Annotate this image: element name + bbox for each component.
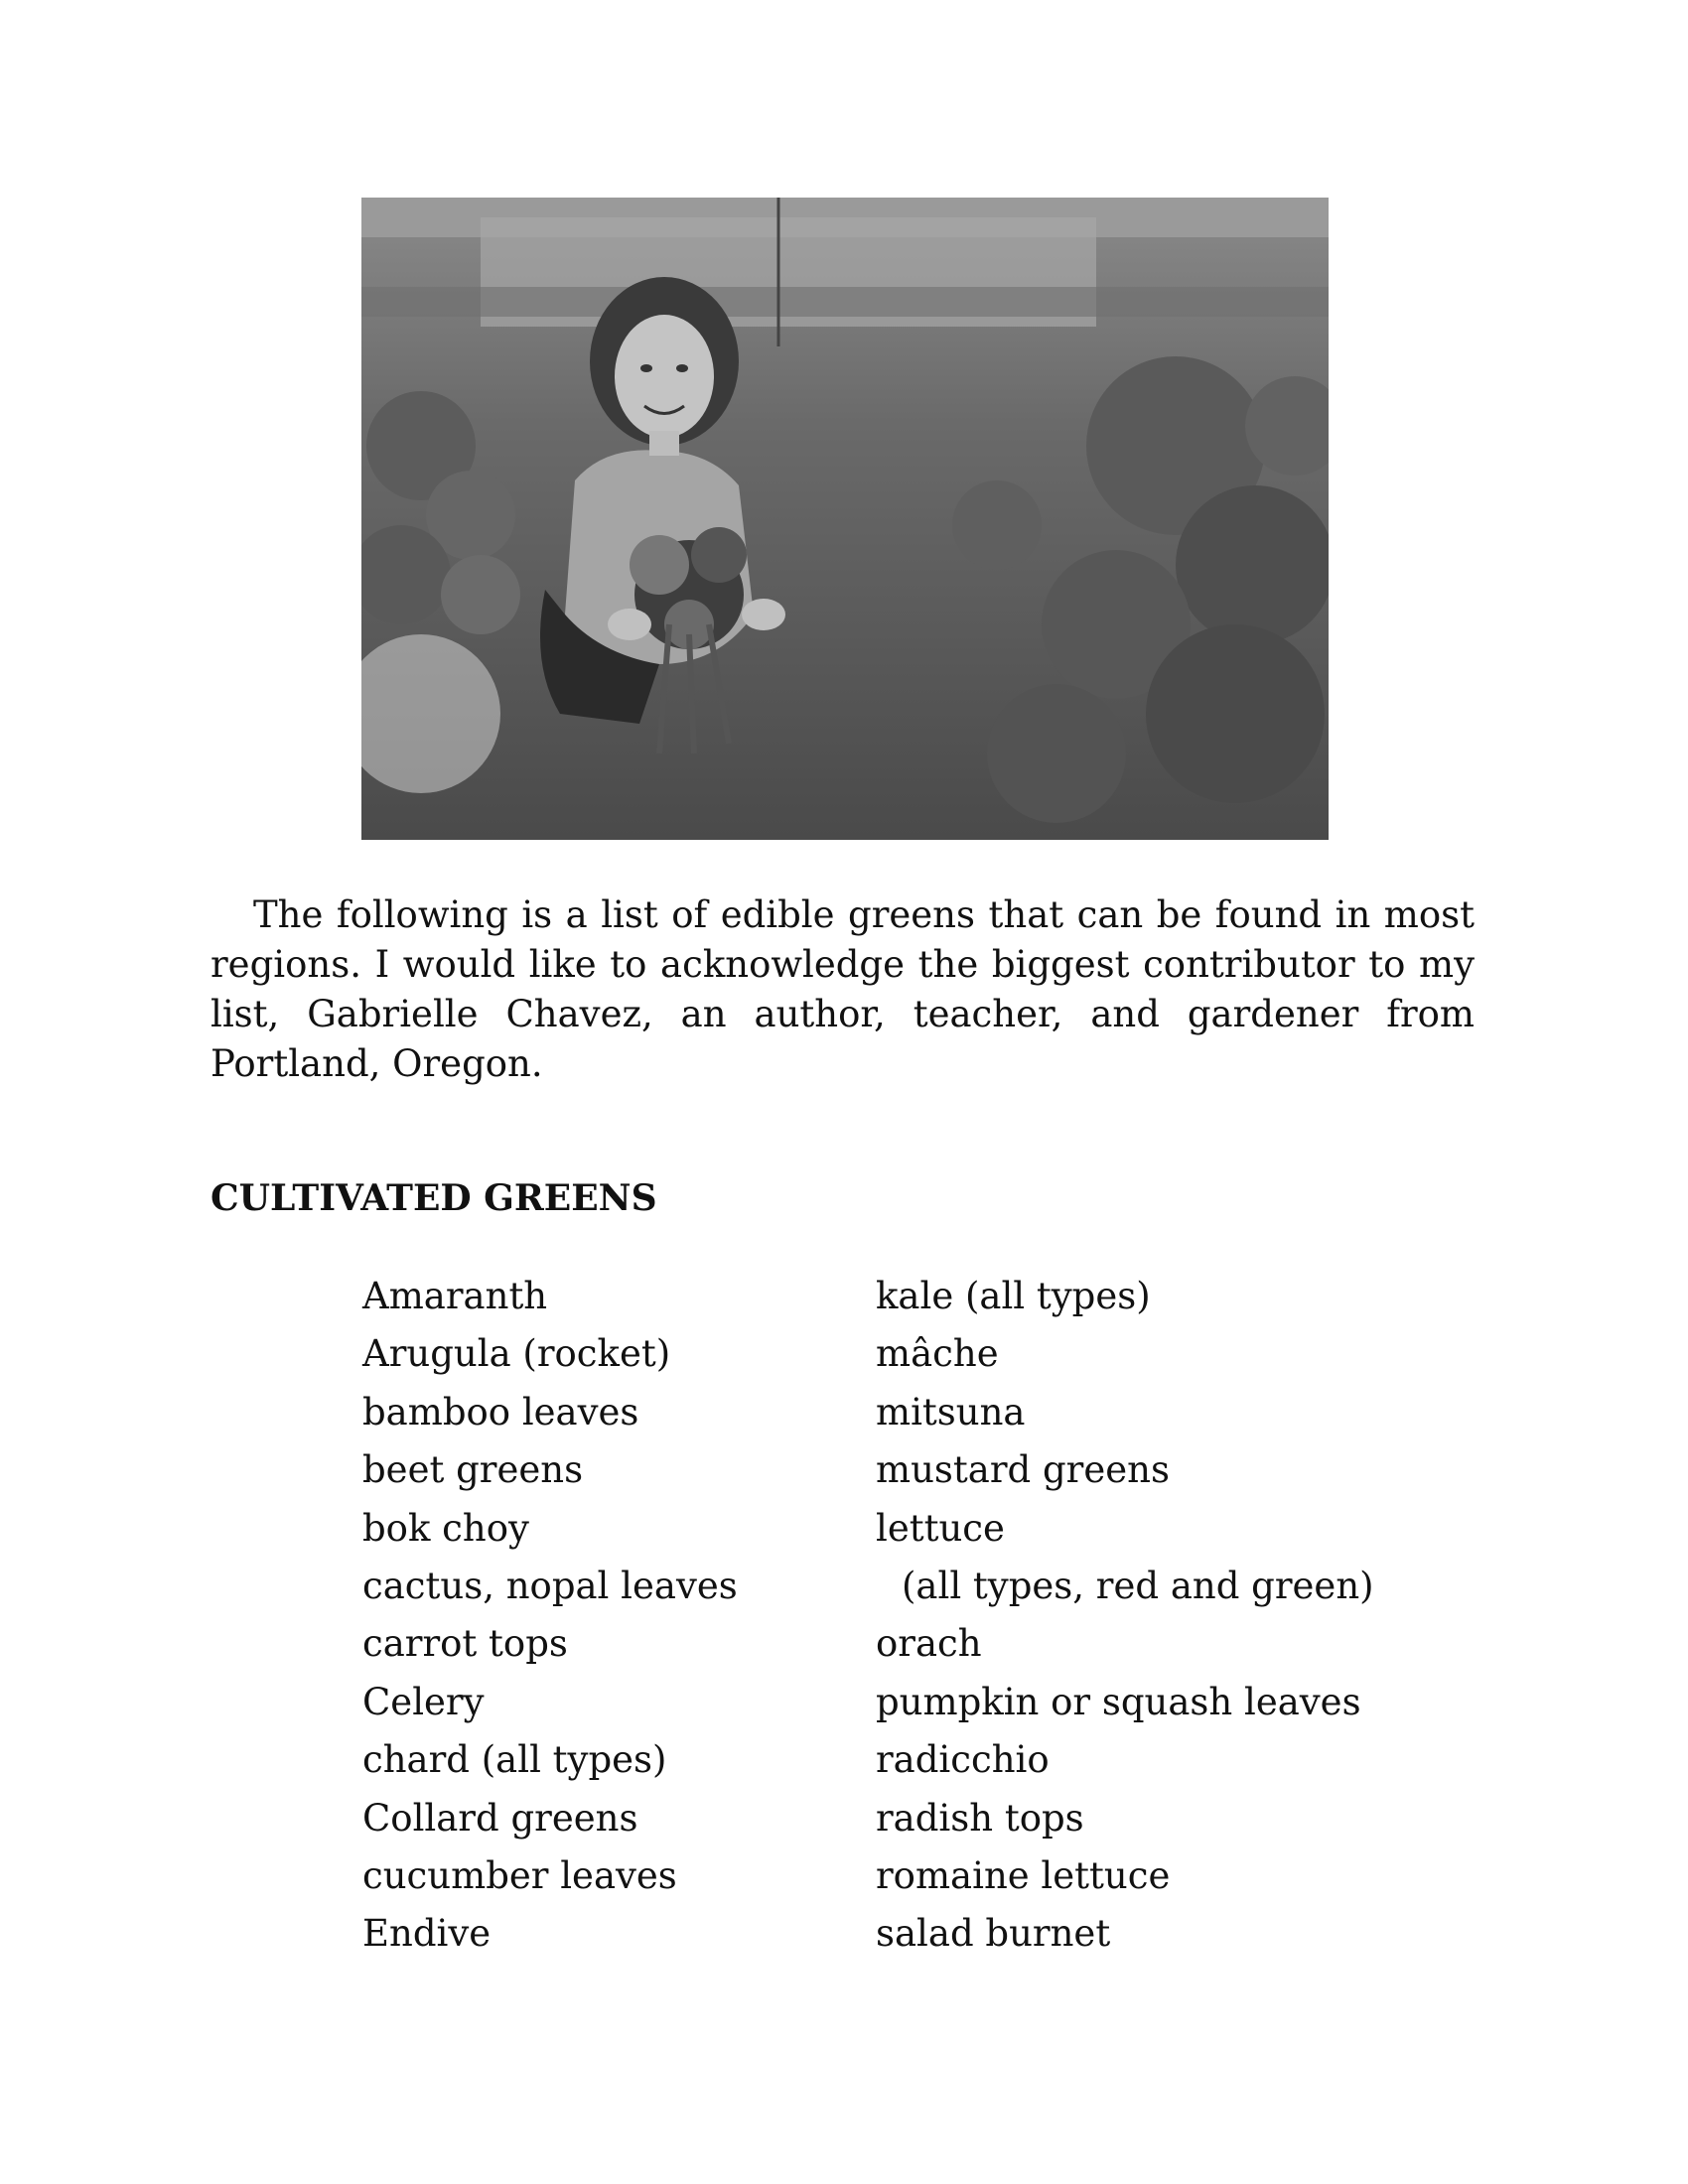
list-item: mustard greens — [876, 1448, 1170, 1492]
list-item-continuation: (all types, red and green) — [902, 1565, 1374, 1608]
section-heading: CULTIVATED GREENS — [211, 1177, 657, 1219]
list-item: lettuce — [876, 1506, 1005, 1550]
list-item: beet greens — [362, 1448, 584, 1492]
greens-list-left — [362, 1268, 859, 1964]
intro-paragraph: The following is a list of edible greens that can be found in most regions. I would like to acknowledge the biggest contributor to my list, Gabrielle Chavez, an author, teacher, and gardener from Portland, Oregon. — [211, 893, 1475, 1085]
list-item: orach — [876, 1622, 982, 1666]
list-item: chard (all types) — [362, 1738, 667, 1782]
list-item: salad burnet — [876, 1912, 1111, 1956]
list-item: Amaranth — [362, 1275, 548, 1317]
garden-photo-illustration — [361, 198, 1329, 840]
list-item: mâche — [876, 1332, 999, 1376]
list-item: carrot tops — [362, 1622, 568, 1666]
list-item: bamboo leaves — [362, 1390, 639, 1433]
list-item: bok choy — [362, 1506, 529, 1550]
list-item: pumpkin or squash leaves — [876, 1680, 1361, 1723]
list-item: radicchio — [876, 1738, 1050, 1782]
list-item: cucumber leaves — [362, 1854, 677, 1898]
list-item: cactus, nopal leaves — [362, 1565, 738, 1608]
list-item: Endive — [362, 1912, 492, 1956]
list-item: Arugula (rocket) — [362, 1332, 671, 1376]
list-item: Celery — [362, 1680, 485, 1723]
garden-photo — [361, 198, 1329, 840]
list-item: kale (all types) — [876, 1275, 1151, 1317]
list-item: romaine lettuce — [876, 1854, 1171, 1898]
list-item: radish tops — [876, 1796, 1084, 1840]
list-item: mitsuna — [876, 1390, 1026, 1433]
greens-list-right — [876, 1268, 1432, 1964]
list-item: Collard greens — [362, 1796, 638, 1840]
